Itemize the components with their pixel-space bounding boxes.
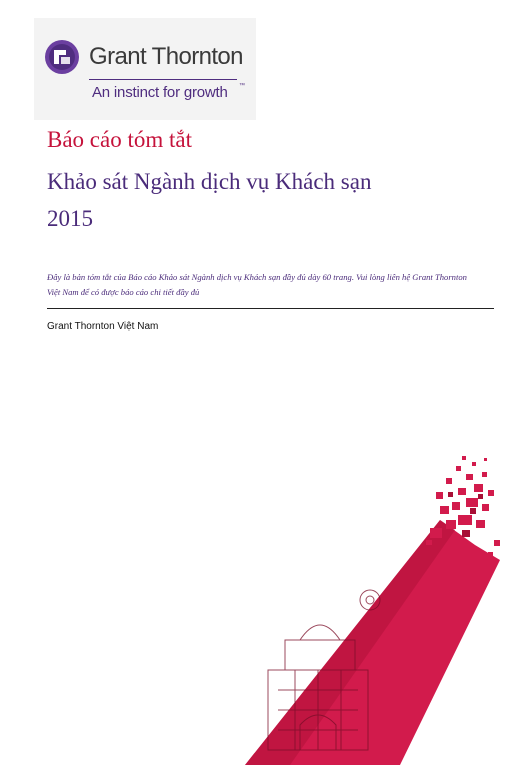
report-title-year: 2015	[47, 206, 93, 231]
report-title-line-1: Báo cáo tóm tắt	[47, 127, 192, 152]
report-intro-text: Đây là bản tóm tắt của Báo cáo Khảo sát Ngành dịch vụ Khách sạn đầy đủ dày 60 trang. Vui lòng liên hệ Grant Thornton Việt Nam để có được báo cáo chi tiết đầy đủ	[47, 272, 467, 297]
logo-brand-name: Grant Thornton	[89, 43, 243, 70]
logo-tagline: An instinct for growth	[92, 84, 228, 101]
report-title-line-2: Khảo sát Ngành dịch vụ Khách sạn	[47, 169, 372, 194]
trademark-symbol: ™	[239, 83, 245, 89]
company-name: Grant Thornton Việt Nam	[47, 321, 159, 332]
